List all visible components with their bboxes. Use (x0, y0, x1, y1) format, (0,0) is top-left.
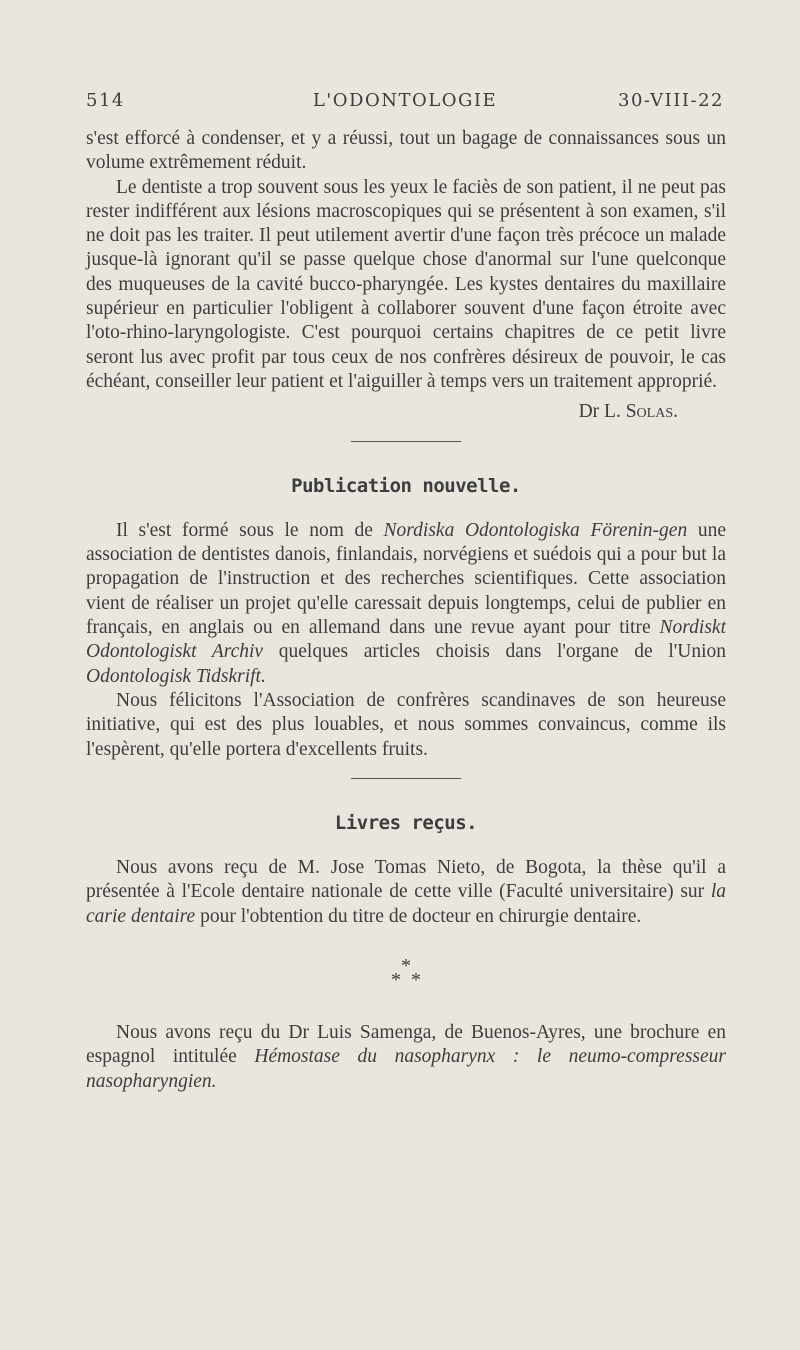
section-divider (351, 441, 461, 442)
issue-date: 30-VIII-22 (618, 90, 724, 111)
page-number: 514 (86, 90, 125, 111)
livres-text-a: Nous avons reçu de M. Jose Tomas Nieto, de Bogota, la thèse qu'il a présentée à l'Ecole dentaire nationale de cette ville (Faculté universitaire) sur (86, 857, 726, 903)
livres-heading: Livres reçus. (334, 811, 478, 834)
publication-text-b: une association de dentistes danois, finlandais, norvégiens et suédois qui a pour but la propagation de l'instruction et des recherches scientifiques. Cette association vient de réaliser un projet qu'elle caressait depuis longtemps, celui de publier en français, en anglais ou en allemand dans une revue ayant pour titre (86, 519, 726, 639)
signature-title: Dr (578, 401, 600, 423)
review-paragraph-2: Le dentiste a trop souvent sous les yeux le faciès de son patient, il ne peut pas rester indifférent aux lésions macroscopiques qui se présentent à son examen, s'il ne doit pas les traiter. Il peut utilement avertir d'une façon très précoce un malade jusque-là ignorant qu'il se passe quelque chose d'anormal sur l'une quelconque des muqueuses de la cavité bucco-pharyngée. Les kystes dentaires du maxillaire supérieur en particulier l'obligent à collaborer souvent d'une façon étroite avec l'oto-rhino-laryngologiste. C'est pourquoi certains chapitres de ce petit livre seront lus avec profit par tous ceux de nos confrères désireux de pouvoir, le cas échéant, conseiller leur patient et l'aiguiller à temps vers un traitement approprié. (86, 176, 726, 392)
thesis-title: la carie dentaire (86, 881, 726, 927)
review-paragraph-1: s'est efforcé à condenser, et y a réussi, tout un bagage de connaissances sous un volume extrêmement réduit. (86, 128, 726, 174)
journal-name-tidskrift: Odontologisk Tidskrift. (86, 665, 266, 687)
publication-text-c: quelques articles choisis dans l'organe de l'Union (263, 641, 727, 663)
asterism-bottom (86, 969, 726, 992)
review-signature (86, 400, 678, 424)
asterism-star: * (391, 969, 401, 992)
brochure-title: Hémostase du nasopharynx : le neumo-compresseur nasopharyngien. (86, 1046, 726, 1092)
signature-name: L. Solas. (604, 401, 678, 423)
section-divider (351, 778, 461, 779)
asterism-star: * (411, 969, 421, 992)
livres-text-c: Nous avons reçu du Dr Luis Samenga, de Buenos-Ayres, une brochure en espagnol intitulée (86, 1022, 726, 1068)
livres-paragraph-1 (86, 856, 726, 929)
publication-heading: Publication nouvelle. (291, 474, 521, 497)
publication-paragraph-1 (86, 519, 726, 689)
page-body (86, 127, 726, 1094)
journal-name-archiv: Nordiskt Odontologiskt Archiv (86, 617, 726, 663)
asterism-top: * (401, 955, 411, 978)
association-name: Nordiska Odontologiska Förenin-gen (383, 519, 688, 541)
journal-title: L'ODONTOLOGIE (312, 90, 498, 111)
running-header (86, 90, 724, 116)
livres-text-b: pour l'obtention du titre de docteur en chirurgie dentaire. (195, 905, 642, 927)
publication-paragraph-2: Nous félicitons l'Association de confrères scandinaves de son heureuse initiative, qui est des plus louables, et nous sommes convaincus, comme ils l'espèrent, qu'elle portera d'excellents fruits. (86, 689, 726, 760)
livres-paragraph-2 (86, 1021, 726, 1094)
publication-text-a: Il s'est formé sous le nom de (116, 519, 384, 541)
asterism (86, 955, 726, 992)
